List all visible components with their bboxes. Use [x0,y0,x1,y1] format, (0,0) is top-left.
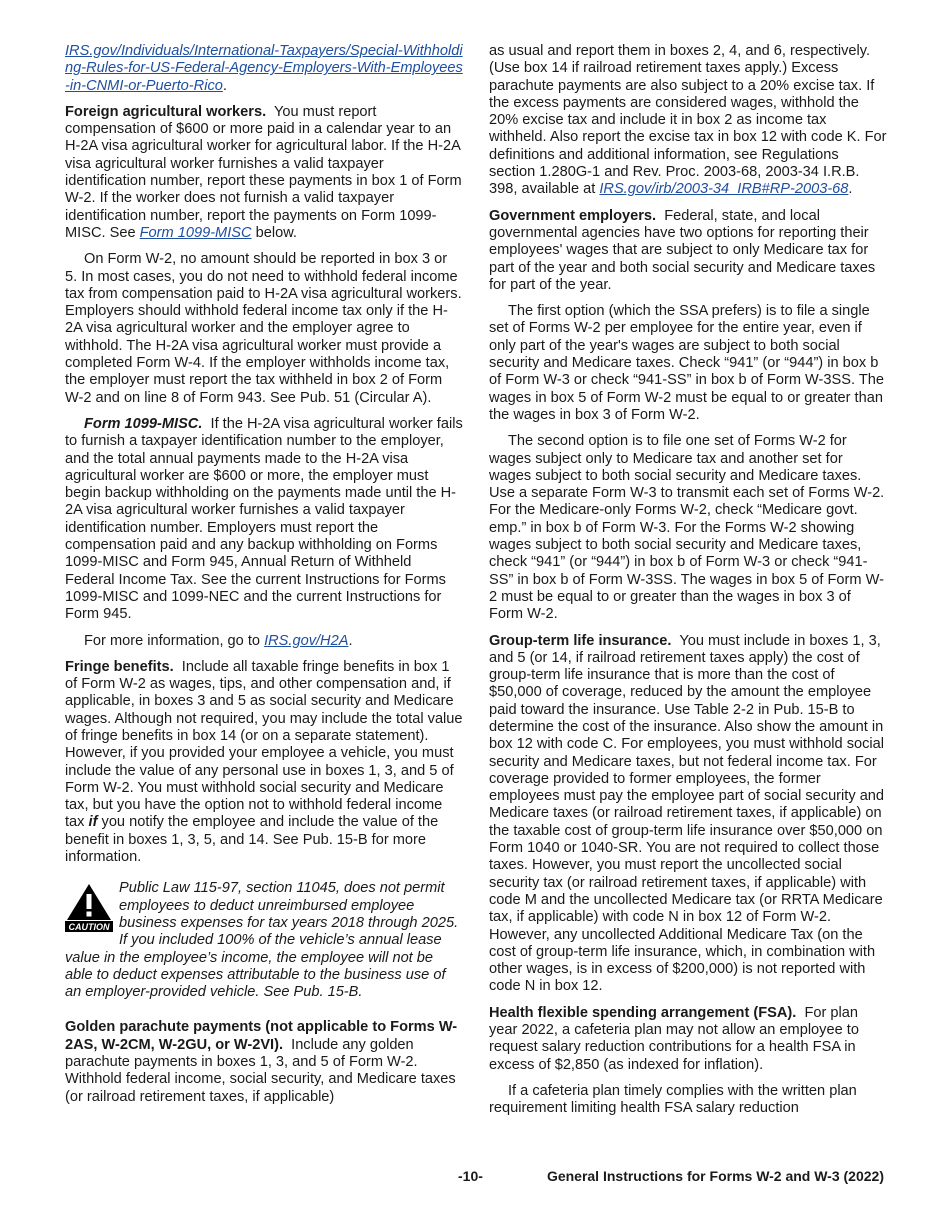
right-column [489,43,887,1127]
section-heading: Health flexible spending arrangement (FSA). [489,1004,797,1021]
irb-2003-34-link[interactable]: IRS.gov/irb/2003-34_IRB#RP-2003-68 [599,181,849,198]
section-heading: Golden parachute payments (not applicable to Forms W-2AS, W-2CM, W-2GU, or W-2VI). [65,1019,458,1053]
irs-h2a-link[interactable]: IRS.gov/H2A [264,632,349,649]
second-option-paragraph: The second option is to file one set of Forms W-2 for wages subject only to Medicare tax and another set for wages subject to both social security and Medicare taxes. Use a separate Form W-3 to transmit each set of Forms W-2. For the Medicare-only Forms W-2, check “Medicare govt. emp.” in box b of Form W-3. For the Forms W-2 showing wages subject to both social security and Medicare taxes, check “941” (or “944”) in box b of Form W-3 or check “941-SS” in box b of Form W-3SS. The wages in box 5 of Form W-2 must be equal to or greater than the wages in box 3 of Form W-2. [489,433,885,623]
caution-note [65,880,463,1001]
section-heading: Foreign agricultural workers. [65,103,267,120]
section-heading: Government employers. [489,207,657,224]
fsa-continued-paragraph: If a cafeteria plan timely complies with the written plan requirement limiting health FSA salary reduction [489,1082,857,1117]
document-title: General Instructions for Forms W-2 and W-3 (2022) [546,1168,884,1184]
section-heading: Group-term life insurance. [489,632,672,649]
golden-parachute-continued: as usual and report them in boxes 2, 4, and 6, respectively. (Use box 14 if railroad retirement taxes apply.) Excess parachute payments are also subject to a 20% excise tax. If the excess payments are considered wages, withhold the 20% excise tax and include it in box 2 as income tax withheld. Also report the excise tax in box 12 with code K. For definitions and additional information, see Regulations section 1.280G-1 and Rev. Proc. 2003-68, 2003-34 I.R.B. 398, available at IRS.gov/irb/2003-34_IRB#RP-2003-68. [489,43,887,198]
left-column [65,43,463,1115]
form-1099-misc-paragraph: Form 1099-MISC. If the H-2A visa agricultural worker fails to furnish a taxpayer identification number to the employer, and the total annual payments made to the H-2A visa agricultural worker are $600 or more, the employer must begin backup withholding on the payments made until the H-2A visa agricultural worker furnishes a valid taxpayer identification number. Employers must report the compensation paid and any backup withholding on Forms 1099-MISC and Form 945, Annual Return of Withheld Federal Income Tax. See the current Instructions for Forms 1099-MISC and 1099-NEC and the current Instructions for Form 945. [65,415,463,623]
caution-warning-icon [65,882,113,932]
subsection-heading: Form 1099-MISC. [84,415,203,432]
url-continued-paragraph: IRS.gov/Individuals/International-Taxpayers/Special-Withholding-Rules-for-US-Federal-Agency-Employers-With-Employees-in-CNMI-or-Puerto-Rico. [65,43,463,94]
government-employers-paragraph: Government employers. Federal, state, and local governmental agencies have two options for reporting their employees' wages that are subject to only Medicare tax for part of the year and both social security and Medicare taxes for part of the year. [489,207,876,293]
fringe-benefits-paragraph: Fringe benefits. Include all taxable fringe benefits in box 1 of Form W-2 as wages, tips, and other compensation and, if applicable, in boxes 3 and 5 as social security and Medicare wages. Although not required, you may include the total value of fringe benefits in box 14 (or on a separate statement). However, if you provided your employee a vehicle, you must include the value of any personal use in boxes 1, 3, and 5 of Form W-2. You must withhold social security and Medicare tax, but you have the option not to withhold federal income tax if you notify the employee and include the value of the benefit in boxes 1, 3, 5, and 14. See Pub. 15-B for more information. [65,658,463,866]
special-withholding-link[interactable]: IRS.gov/Individuals/International-Taxpayers/Special-Withholding-Rules-for-US-Federal-Agency-Employers-With-Employees-in-CNMI-or-Puerto-Rico [65,43,463,94]
form-1099-misc-link[interactable]: Form 1099-MISC [139,224,252,241]
svg-text:CAUTION: CAUTION [68,922,110,933]
foreign-agricultural-workers-paragraph: Foreign agricultural workers. You must report compensation of $600 or more paid in a calendar year to an H-2A visa agricultural worker for agricultural labor. If the H-2A visa agricultural worker furnishes a valid taxpayer identification number, report these payments in box 1 of Form W-2. If the worker does not furnish a valid taxpayer identification number, report the payments on Form 1099-MISC. See Form 1099-MISC below. [65,103,462,241]
group-term-life-paragraph: Group-term life insurance. You must include in boxes 1, 3, and 5 (or 14, if railroad retirement taxes apply) the cost of group-term life insurance that is more than the cost of $50,000 of coverage, reduced by the amount the employee paid toward the insurance. Use Table 2-2 in Pub. 15-B to determine the cost of the insurance. Also show the amount in box 12 with code C. For employees, you must withhold social security and Medicare taxes, but not federal income tax. For coverage provided to former employees, the former employees must pay the employee part of social security and Medicare taxes (or railroad retirement taxes, if applicable) on the taxable cost of group-term life insurance over $50,000 on Form 1040 or 1040-SR. You are not required to collect those taxes. However, you must report the uncollected social security tax (or railroad retirement taxes, if applicable) with code M and the uncollected Medicare tax (or RRTA Medicare tax, if applicable) with code N in box 12 of Form W-2. However, any uncollected Additional Medicare Tax (on the cost of group-term life insurance, which, in combination with other wages, is in excess of $200,000) is not reported with code N in box 12. [489,632,885,995]
more-info-paragraph: For more information, go to IRS.gov/H2A. [84,632,353,649]
caution-text: Public Law 115-97, section 11045, does not permit employees to deduct unreimbursed employee business expenses for tax years 2018 through 2025. If you included 100% of the vehicle’s annual lease value in the employee’s income, the employee will not be able to deduct expenses attributable to the business use of an employer-provided vehicle. See Pub. 15-B. [65,880,459,1001]
first-option-paragraph: The first option (which the SSA prefers) is to file a single set of Forms W-2 per employee for the entire year, even if only part of the year's wages are subject to both social security and Medicare taxes. Check “941” (or “944”) in box b of Form W-3 or check “941-SS” in box b of Form W-3SS. The wages in box 5 of Form W-2 must be equal to or greater than the wages in box 3 of Form W-2. [489,303,884,423]
page-number: -10- [458,1168,483,1184]
w2-box-paragraph: On Form W-2, no amount should be reported in box 3 or 5. In most cases, you do not need to withhold federal income tax from compensation paid to H-2A visa agricultural workers. Employers should withhold federal income tax only if the H-2A visa agricultural worker and the employer agree to withhold. The H-2A visa agricultural worker must provide a completed Form W-4. If the employer withholds income tax, the employer must report the tax withheld in box 2 of Form W-2 and on line 8 of Form 943. See Pub. 51 (Circular A). [65,251,462,406]
golden-parachute-paragraph: Golden parachute payments (not applicable to Forms W-2AS, W-2CM, W-2GU, or W-2VI). Include any golden parachute payments in boxes 1, 3, and 5 of Form W-2. Withhold federal income, social security, and Medicare taxes (or railroad retirement taxes, if applicable) [65,1019,458,1105]
section-heading: Fringe benefits. [65,658,174,675]
health-fsa-paragraph: Health flexible spending arrangement (FSA). For plan year 2022, a cafeteria plan may not allow an employee to request salary reduction contributions for a health FSA in excess of $2,850 (as indexed for inflation). [489,1004,859,1073]
page-footer [0,1168,950,1188]
